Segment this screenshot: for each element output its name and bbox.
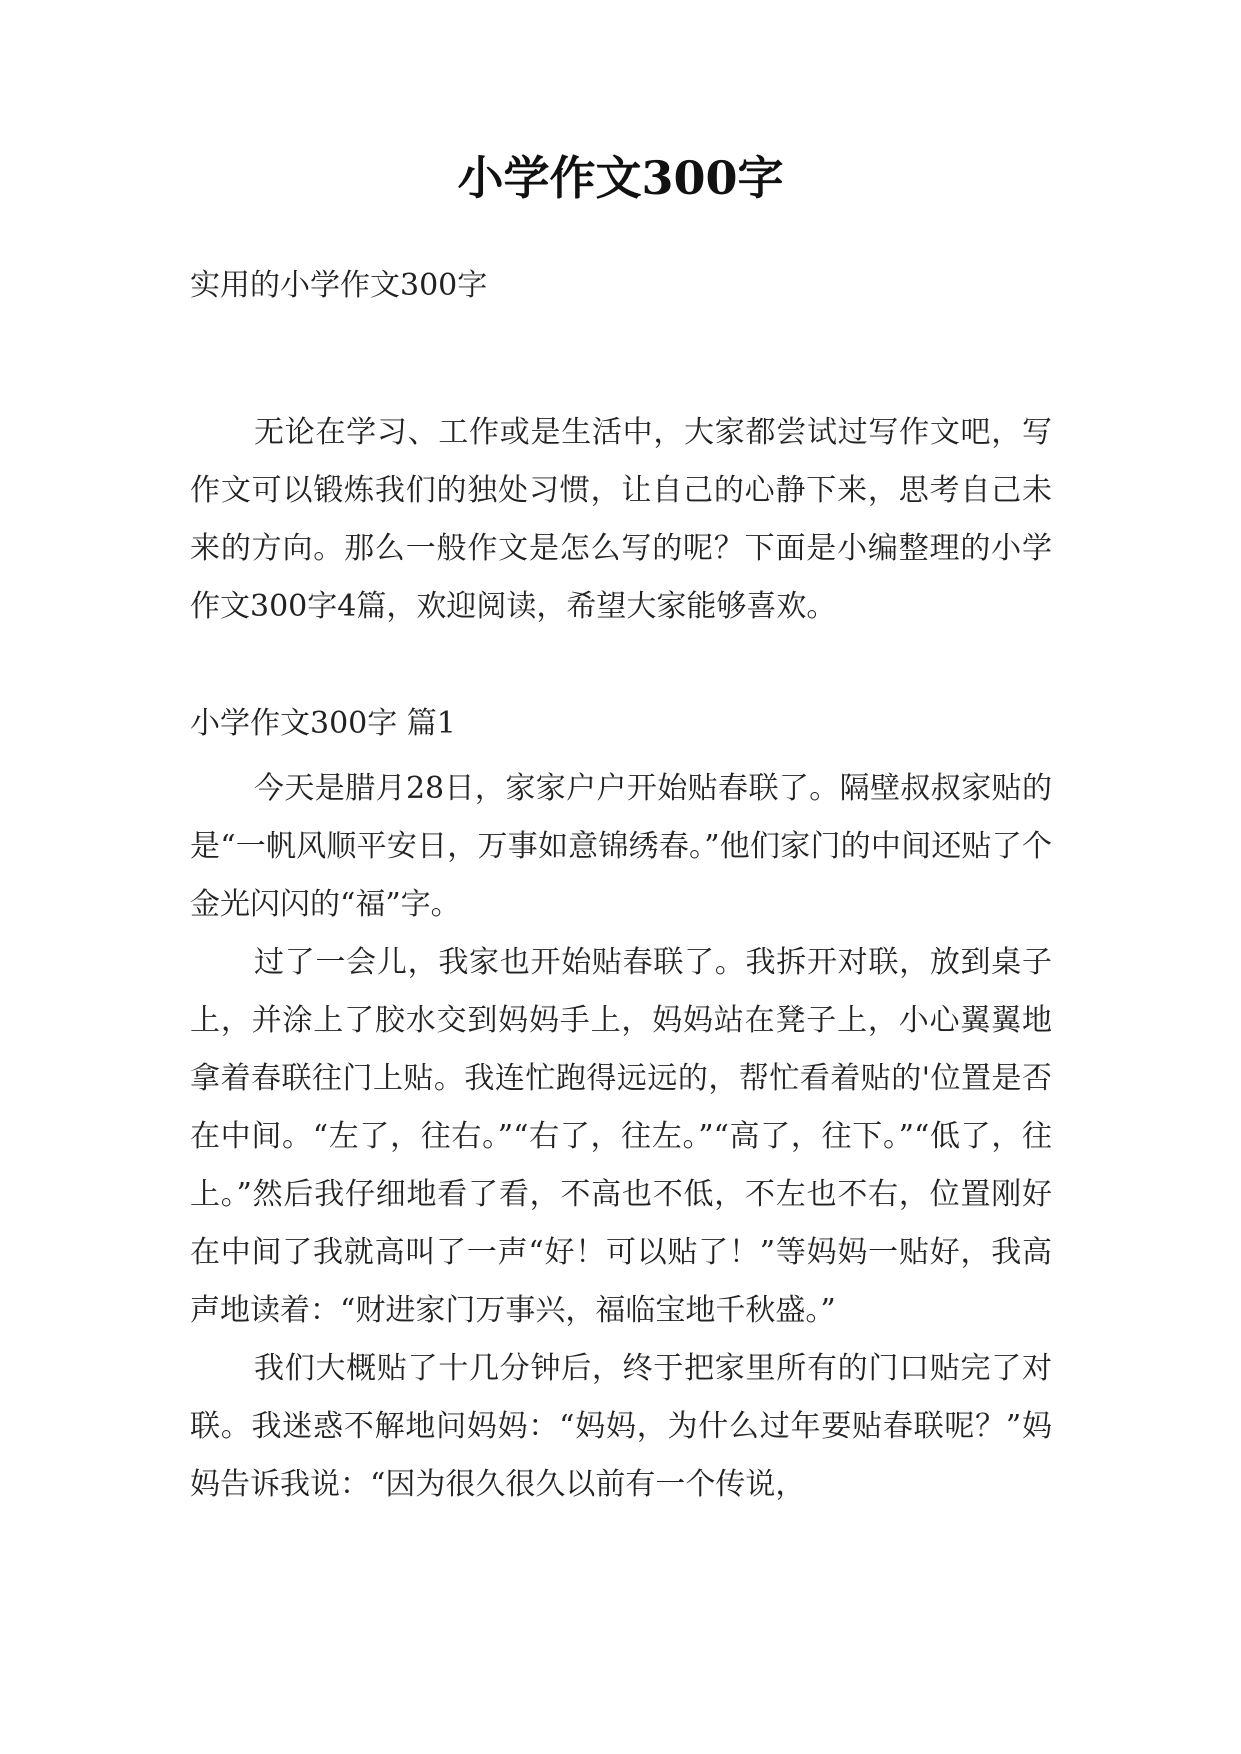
- section-heading: 小学作文300字 篇1: [190, 706, 456, 741]
- essay-paragraph-3: 我们大概贴了十几分钟后，终于把家里所有的门口贴完了对联。我迷惑不解地问妈妈：“妈妈，为什么过年要贴春联呢？”妈妈告诉我说：“因为很久很久以前有一个传说，: [190, 1351, 1052, 1502]
- essay-paragraph-1: 今天是腊月28日，家家户户开始贴春联了。隔壁叔叔家贴的是“一帆风顺平安日，万事如意锦绣春。”他们家门的中间还贴了个金光闪闪的“福”字。: [190, 771, 1052, 922]
- document-subtitle: 实用的小学作文300字: [190, 268, 488, 303]
- essay-paragraph-2: 过了一会儿，我家也开始贴春联了。我拆开对联，放到桌子上，并涂上了胶水交到妈妈手上，妈妈站在凳子上，小心翼翼地拿着春联往门上贴。我连忙跑得远远的，帮忙看着贴的'位置是否在中间。“左了，往右。”“右了，往左。”“高了，往下。”“低了，往上。”然后我仔细地看了看，不高也不低，不左也不右，位置刚好在中间了我就高叫了一声“好！可以贴了！”等妈妈一贴好，我高声地读着：“财进家门万事兴，福临宝地千秋盛。”: [190, 945, 1052, 1328]
- document-title: 小学作文300字: [457, 151, 784, 205]
- intro-paragraph: 无论在学习、工作或是生活中，大家都尝试过写作文吧，写作文可以锻炼我们的独处习惯，让自己的心静下来，思考自己未来的方向。那么一般作文是怎么写的呢？下面是小编整理的小学作文300字4篇，欢迎阅读，希望大家能够喜欢。: [190, 415, 1052, 624]
- essay-body: [190, 760, 1052, 1514]
